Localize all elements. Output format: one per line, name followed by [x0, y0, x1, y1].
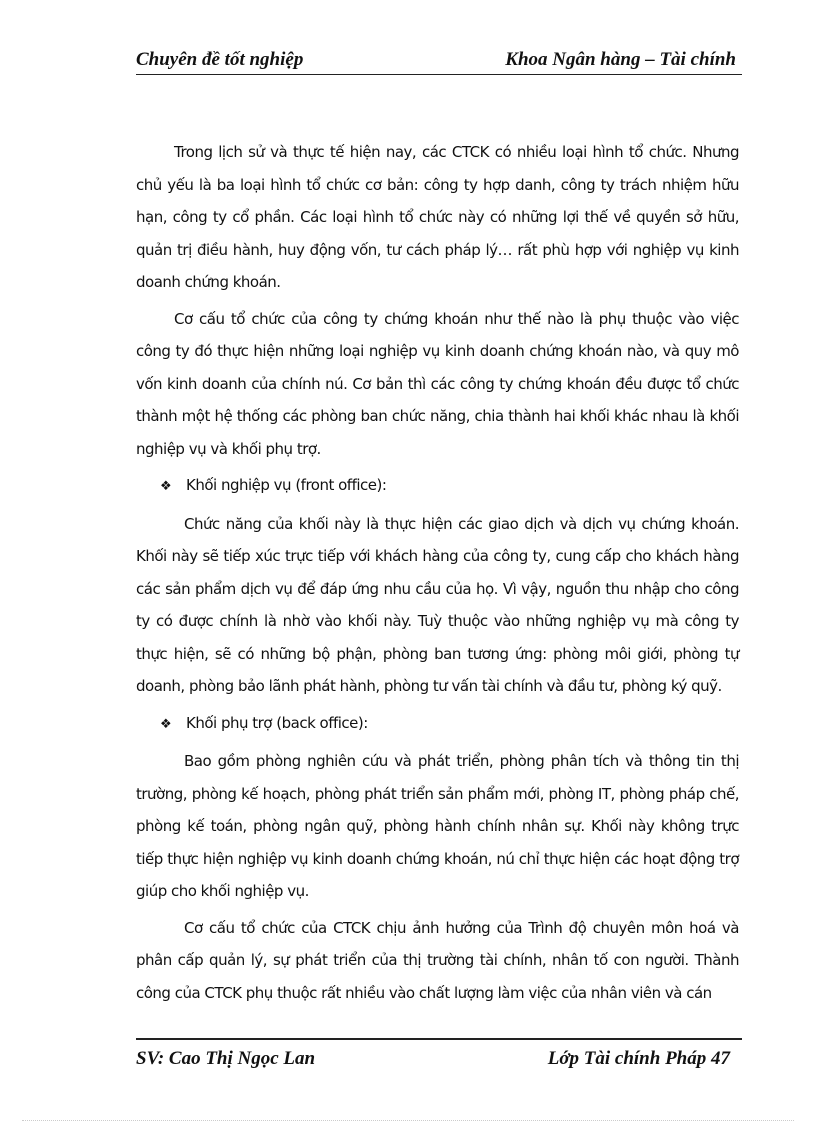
diamond-bullet-icon: ❖	[160, 716, 172, 732]
footer-right: Lớp Tài chính Pháp 47	[547, 1048, 730, 1069]
page-footer	[136, 1038, 742, 1069]
diamond-bullet-icon: ❖	[160, 479, 172, 494]
bullet-back-office	[160, 707, 739, 742]
header-right: Khoa Ngân hàng – Tài chính	[505, 49, 736, 70]
bullet-back-office-label: Khối phụ trợ (back office):	[186, 713, 368, 732]
paragraph-4: Bao gồm phòng nghiên cứu và phát triển, phòng phân tích và thông tin thị trường, phòng kế hoạch, phòng phát triển sản phẩm mới, phòng IT, phòng pháp chế, phòng kế toán, phòng ngân quỹ, phòng hành chính nhân sự. Khối này không trực tiếp thực hiện nghiệp vụ kinh doanh chứng khoán, nú chỉ thực hiện các hoạt động trợ giúp cho khối nghiệp vụ.	[136, 752, 739, 900]
bullet-front-office-label: Khối nghiệp vụ (front office):	[186, 476, 387, 494]
paragraph-3: Chức năng của khối này là thực hiện các giao dịch và dịch vụ chứng khoán. Khối này sẽ tiếp xúc trực tiếp với khách hàng của công ty, cung cấp cho khách hàng các sản phẩm dịch vụ để đáp ứng nhu cầu của họ. Vì vậy, nguồn thu nhập cho công ty có được chính là nhờ vào khối này. Tuỳ thuộc vào những nghiệp vụ mà công ty thực hiện, sẽ có những bộ phận, phòng ban tương ứng: phòng môi giới, phòng tự doanh, phòng bảo lãnh phát hành, phòng tư vấn tài chính và đầu tư, phòng ký quỹ.	[136, 514, 739, 695]
page-edge-divider	[22, 1120, 794, 1121]
paragraph-1: Trong lịch sử và thực tế hiện nay, các CTCK có nhiều loại hình tổ chức. Nhưng chủ yếu là ba loại hình tổ chức cơ bản: công ty hợp danh, công ty trách nhiệm hữu hạn, công ty cổ phần. Các loại hình tổ chức này có những lợi thế về quyền sở hữu, quản trị điều hành, huy động vốn, tư cách pháp lý… rất phù hợp với nghiệp vụ kinh doanh chứng khoán.	[136, 143, 739, 291]
page-header	[136, 48, 742, 75]
bullet-front-office	[160, 469, 739, 504]
header-left: Chuyên đề tốt nghiệp	[136, 49, 304, 70]
footer-left: SV: Cao Thị Ngọc Lan	[136, 1048, 316, 1069]
paragraph-2: Cơ cấu tổ chức của công ty chứng khoán như thế nào là phụ thuộc vào việc công ty đó thực hiện những loại nghiệp vụ kinh doanh chứng khoán nào, và quy mô vốn kinh doanh của chính nú. Cơ bản thì các công ty chứng khoán đều được tổ chức thành một hệ thống các phòng ban chức năng, chia thành hai khối khác nhau là khối nghiệp vụ và khối phụ trợ.	[136, 309, 739, 458]
paragraph-5: Cơ cấu tổ chức của CTCK chịu ảnh hưởng của Trình độ chuyên môn hoá và phân cấp quản lý, sự phát triển của thị trường tài chính, nhân tố con người. Thành công của CTCK phụ thuộc rất nhiều vào chất lượng làm việc của nhân viên và cán	[136, 918, 739, 1002]
document-body	[136, 136, 739, 1013]
